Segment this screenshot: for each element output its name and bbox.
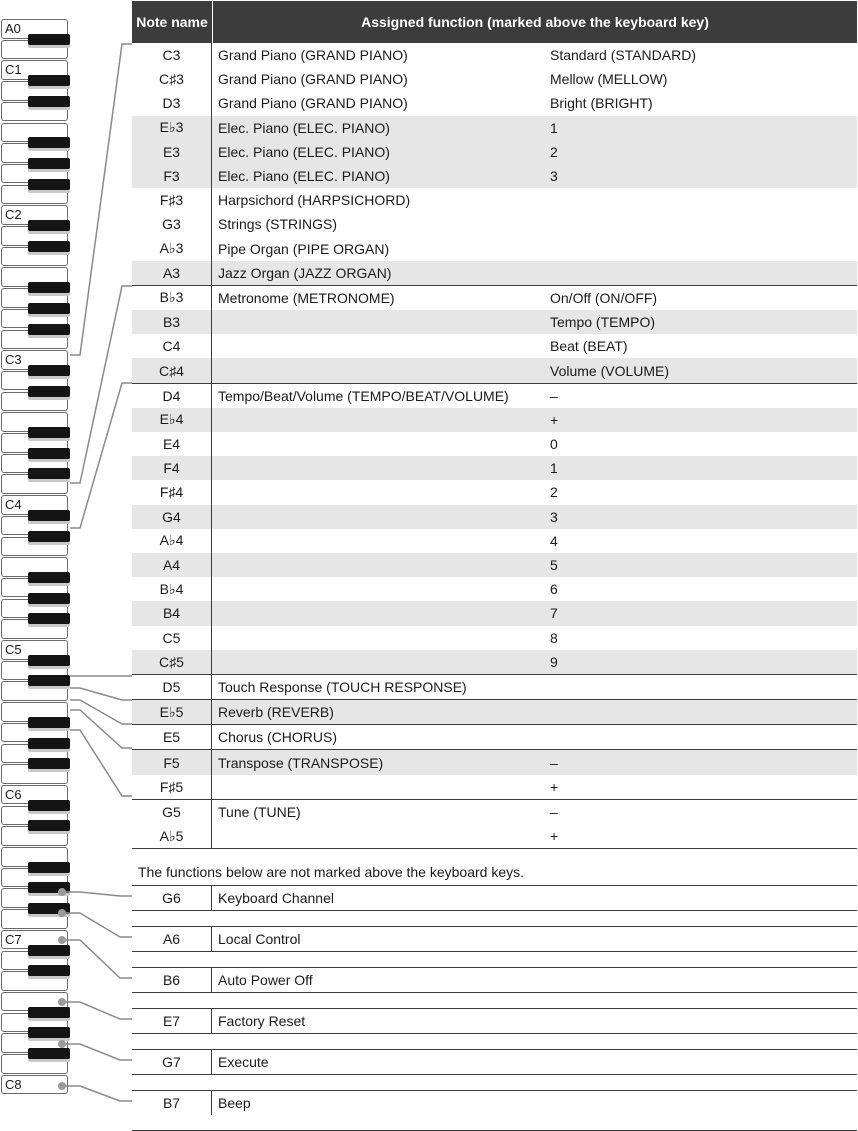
setting-cell: Tempo (TEMPO) [550,314,656,331]
function-cell: Metronome (METRONOME) [218,289,395,306]
table-row [132,408,857,432]
note-name-cell: D3 [132,91,212,115]
setting-cell: – [550,387,558,404]
table-header [132,1,857,43]
octave-label: C3 [5,352,22,368]
octave-label: C5 [5,642,22,657]
note-name-cell: E5 [132,725,212,749]
note-name-cell: D4 [132,384,212,408]
note-name-cell: C♯3 [132,67,212,91]
function-cell: Touch Response (TOUCH RESPONSE) [218,678,467,695]
row-divider [132,910,857,911]
note-name-cell: C4 [132,334,212,358]
note-name-cell: A6 [132,927,212,951]
note-name-cell: A♭3 [132,237,212,261]
note-name-cell: E♭5 [132,700,212,724]
setting-cell: – [550,803,558,820]
table-row [132,43,857,67]
unmarked-function-row [132,967,857,1008]
table-row [132,480,857,504]
unmarked-functions-note: The functions below are not marked above the keyboard keys. [138,864,524,880]
note-name-cell: E3 [132,140,212,164]
setting-cell: 1 [550,460,558,477]
setting-cell: 5 [550,557,558,574]
connector-line [62,892,132,896]
unmarked-function-row [132,1090,857,1131]
setting-cell: Mellow (MELLOW) [550,71,668,88]
setting-cell: 3 [550,168,558,185]
note-name-cell: G5 [132,800,212,824]
function-cell: Reverb (REVERB) [218,704,334,721]
note-name-cell: B6 [132,968,212,992]
note-name-cell: F4 [132,456,212,480]
note-name-cell: G6 [132,886,212,910]
function-cell: Elec. Piano (ELEC. PIANO) [218,119,390,136]
setting-cell: Beat (BEAT) [550,338,628,355]
function-name-cell: Factory Reset [218,1013,306,1029]
function-cell: Jazz Organ (JAZZ ORGAN) [218,264,392,281]
header-assigned-function: Assigned function (marked above the keyboard key) [361,14,709,30]
table-row [132,164,857,188]
function-cell: Grand Piano (GRAND PIANO) [218,71,408,88]
note-name-cell: B3 [132,310,212,334]
table-row [132,699,857,724]
table-row [132,358,857,382]
note-name-cell: A♭5 [132,824,212,848]
setting-cell: 6 [550,581,558,598]
octave-label: C8 [5,1076,22,1092]
function-table [132,1,857,849]
note-name-cell: E♭3 [132,116,212,140]
setting-cell: Standard (STANDARD) [550,47,697,64]
octave-label: A0 [5,21,21,36]
setting-cell: – [550,754,558,771]
table-row [132,505,857,529]
table-row [132,601,857,625]
setting-cell: On/Off (ON/OFF) [550,289,658,306]
unmarked-function-row [132,1008,857,1049]
function-name-cell: Keyboard Channel [218,890,334,906]
function-name-cell: Local Control [218,931,301,947]
key-marker-dot [58,909,66,917]
octave-label: C7 [5,931,22,947]
note-name-cell: B7 [132,1091,212,1115]
table-row [132,334,857,358]
table-row [132,91,857,115]
connector-line [70,383,132,528]
table-row [132,237,857,261]
setting-cell: 2 [550,484,558,501]
table-row [132,212,857,236]
key-connector-lines [0,0,140,1117]
connector-line [70,710,132,748]
function-cell: Pipe Organ (PIPE ORGAN) [218,240,390,257]
note-name-cell: C♯5 [132,650,212,674]
setting-cell: 3 [550,508,558,525]
table-row [132,529,857,553]
key-marker-dot [58,1082,66,1090]
table-row [132,261,857,285]
connector-line [62,1002,132,1019]
octave-label: C1 [5,62,22,78]
key-marker-dot [58,936,66,944]
table-row [132,310,857,334]
key-marker-dot [58,888,66,896]
connector-line [70,730,132,796]
note-name-cell: C5 [132,626,212,650]
function-cell: Harpsichord (HARPSICHORD) [218,192,411,209]
note-name-cell: F♯3 [132,188,212,212]
setting-cell: 9 [550,653,558,670]
note-name-cell: G4 [132,505,212,529]
note-name-cell: F5 [132,750,212,774]
table-row [132,577,857,601]
function-cell: Transpose (TRANSPOSE) [218,754,384,771]
table-body [132,43,857,849]
unmarked-function-row [132,926,857,967]
table-row [132,285,857,310]
note-name-cell: B♭4 [132,577,212,601]
function-cell: Elec. Piano (ELEC. PIANO) [218,168,390,185]
function-cell: Tempo/Beat/Volume (TEMPO/BEAT/VOLUME) [218,387,509,404]
note-name-cell: A4 [132,553,212,577]
function-cell: Tune (TUNE) [218,803,301,820]
note-name-cell: F3 [132,164,212,188]
table-row [132,116,857,140]
table-row [132,188,857,212]
setting-cell: 7 [550,605,558,622]
note-name-cell: C3 [132,43,212,67]
table-row [132,799,857,824]
setting-cell: 1 [550,119,558,136]
function-name-cell: Execute [218,1054,269,1070]
connector-line [62,940,132,978]
setting-cell: 0 [550,436,558,453]
table-row [132,824,857,849]
note-name-cell: D5 [132,675,212,699]
function-cell: Grand Piano (GRAND PIANO) [218,95,408,112]
connector-line [62,1086,132,1101]
note-name-cell: E♭4 [132,408,212,432]
table-row [132,456,857,480]
table-row [132,553,857,577]
row-divider [132,1033,857,1034]
row-divider [132,951,857,952]
setting-cell: 4 [550,532,558,549]
connector-line [70,688,132,700]
function-name-cell: Beep [218,1095,251,1111]
row-divider [132,992,857,993]
note-name-cell: F♯4 [132,480,212,504]
function-cell: Strings (STRINGS) [218,216,338,233]
table-row [132,432,857,456]
function-name-cell: Auto Power Off [218,972,313,988]
unmarked-functions-table [132,885,857,1131]
table-row [132,67,857,91]
note-name-cell: E7 [132,1009,212,1033]
setting-cell: + [550,778,559,795]
connector-line [62,913,132,937]
table-row [132,626,857,650]
note-name-cell: G3 [132,212,212,236]
connector-line [62,1044,132,1060]
octave-label: C4 [5,497,22,513]
table-row [132,775,857,799]
function-cell: Elec. Piano (ELEC. PIANO) [218,143,390,160]
setting-cell: 2 [550,143,558,160]
table-row [132,749,857,774]
setting-cell: + [550,411,559,428]
octave-label: C2 [5,207,22,223]
key-marker-dot [58,1040,66,1048]
connector-line [70,44,132,355]
note-name-cell: B4 [132,601,212,625]
row-divider [132,1074,857,1075]
connector-line [70,700,132,724]
setting-cell: Volume (VOLUME) [550,362,670,379]
table-row [132,140,857,164]
note-name-cell: G7 [132,1050,212,1074]
note-name-cell: A♭4 [132,529,212,553]
table-row [132,724,857,749]
setting-cell: Bright (BRIGHT) [550,95,653,112]
unmarked-function-row [132,1049,857,1090]
octave-label: C6 [5,786,22,802]
note-name-cell: A3 [132,261,212,285]
table-row [132,674,857,699]
table-row [132,650,857,674]
table-row [132,383,857,408]
function-cell: Grand Piano (GRAND PIANO) [218,47,408,64]
note-name-cell: B♭3 [132,286,212,310]
note-name-cell: C♯4 [132,358,212,382]
setting-cell: + [550,828,559,845]
note-name-cell: F♯5 [132,775,212,799]
note-name-cell: E4 [132,432,212,456]
setting-cell: 8 [550,629,558,646]
function-cell: Chorus (CHORUS) [218,729,338,746]
header-note-name: Note name [132,1,213,43]
key-marker-dot [58,998,66,1006]
unmarked-function-row [132,885,857,926]
